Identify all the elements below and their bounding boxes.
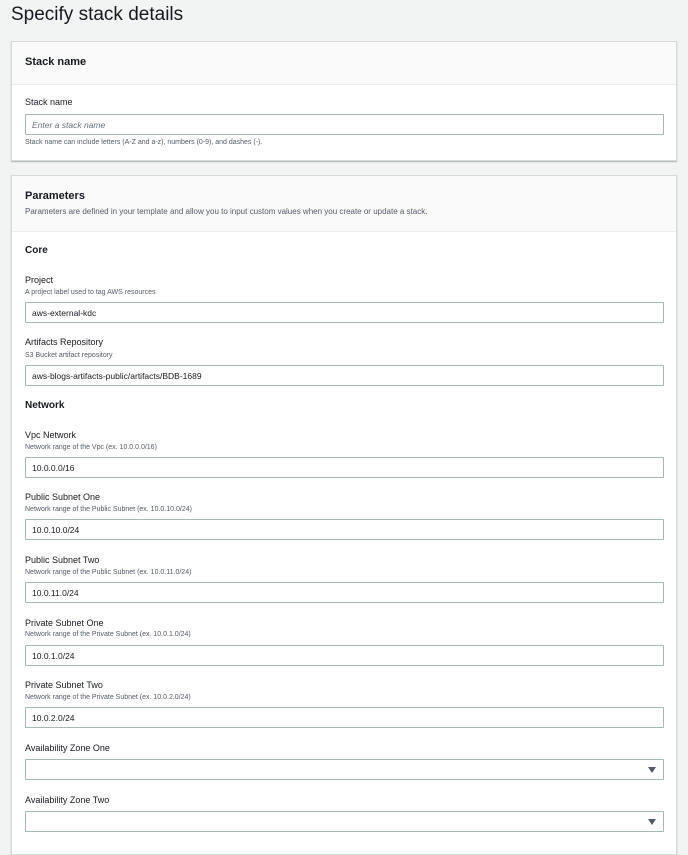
caret-down-icon: [648, 767, 656, 773]
parameters-panel-title: Parameters: [25, 190, 85, 202]
availability-zone-two-label: Availability Zone Two: [25, 795, 110, 805]
project-label: Project: [25, 275, 54, 285]
parameters-panel-header: [12, 176, 676, 232]
parameters-panel: [11, 175, 677, 855]
stack-name-panel-title: Stack name: [25, 56, 87, 68]
stack-name-input[interactable]: [25, 114, 664, 135]
private-subnet-two-input[interactable]: [25, 707, 664, 728]
public-subnet-one-description: Network range of the Public Subnet (ex. 10.0.10.0/24): [25, 506, 192, 513]
public-subnet-one-input[interactable]: [25, 519, 664, 540]
page-title: Specify stack details: [11, 4, 184, 25]
project-input[interactable]: [25, 302, 664, 323]
public-subnet-one-label: Public Subnet One: [25, 492, 101, 502]
vpc-network-input[interactable]: [25, 457, 664, 478]
private-subnet-one-label: Private Subnet One: [25, 618, 104, 628]
private-subnet-one-input[interactable]: [25, 645, 664, 666]
availability-zone-one-select[interactable]: [25, 759, 664, 780]
stack-name-hint: Stack name can include letters (A-Z and a-z), numbers (0-9), and dashes (-).: [25, 139, 263, 146]
availability-zone-two-select[interactable]: [25, 811, 664, 832]
public-subnet-two-input[interactable]: [25, 582, 664, 603]
section-title-core: Core: [25, 245, 48, 256]
artifacts-repository-input[interactable]: [25, 365, 664, 386]
artifacts-repository-description: S3 Bucket artifact repository: [25, 352, 113, 359]
stack-name-panel-header: [12, 42, 676, 85]
project-description: A project label used to tag AWS resources: [25, 289, 156, 296]
artifacts-repository-label: Artifacts Repository: [25, 337, 104, 347]
section-title-network: Network: [25, 400, 65, 411]
vpc-network-description: Network range of the Vpc (ex. 10.0.0.0/16): [25, 444, 157, 451]
private-subnet-two-description: Network range of the Private Subnet (ex. 10.0.2.0/24): [25, 694, 191, 701]
stack-name-label: Stack name: [25, 97, 73, 107]
private-subnet-one-description: Network range of the Private Subnet (ex. 10.0.1.0/24): [25, 631, 191, 638]
public-subnet-two-description: Network range of the Public Subnet (ex. 10.0.11.0/24): [25, 569, 192, 576]
private-subnet-two-label: Private Subnet Two: [25, 680, 103, 690]
parameters-panel-description: Parameters are defined in your template and allow you to input custom values when you create or update a stack.: [25, 207, 428, 216]
stack-name-panel: [11, 41, 677, 161]
availability-zone-one-label: Availability Zone One: [25, 743, 110, 753]
caret-down-icon: [648, 819, 656, 825]
public-subnet-two-label: Public Subnet Two: [25, 555, 100, 565]
vpc-network-label: Vpc Network: [25, 430, 77, 440]
